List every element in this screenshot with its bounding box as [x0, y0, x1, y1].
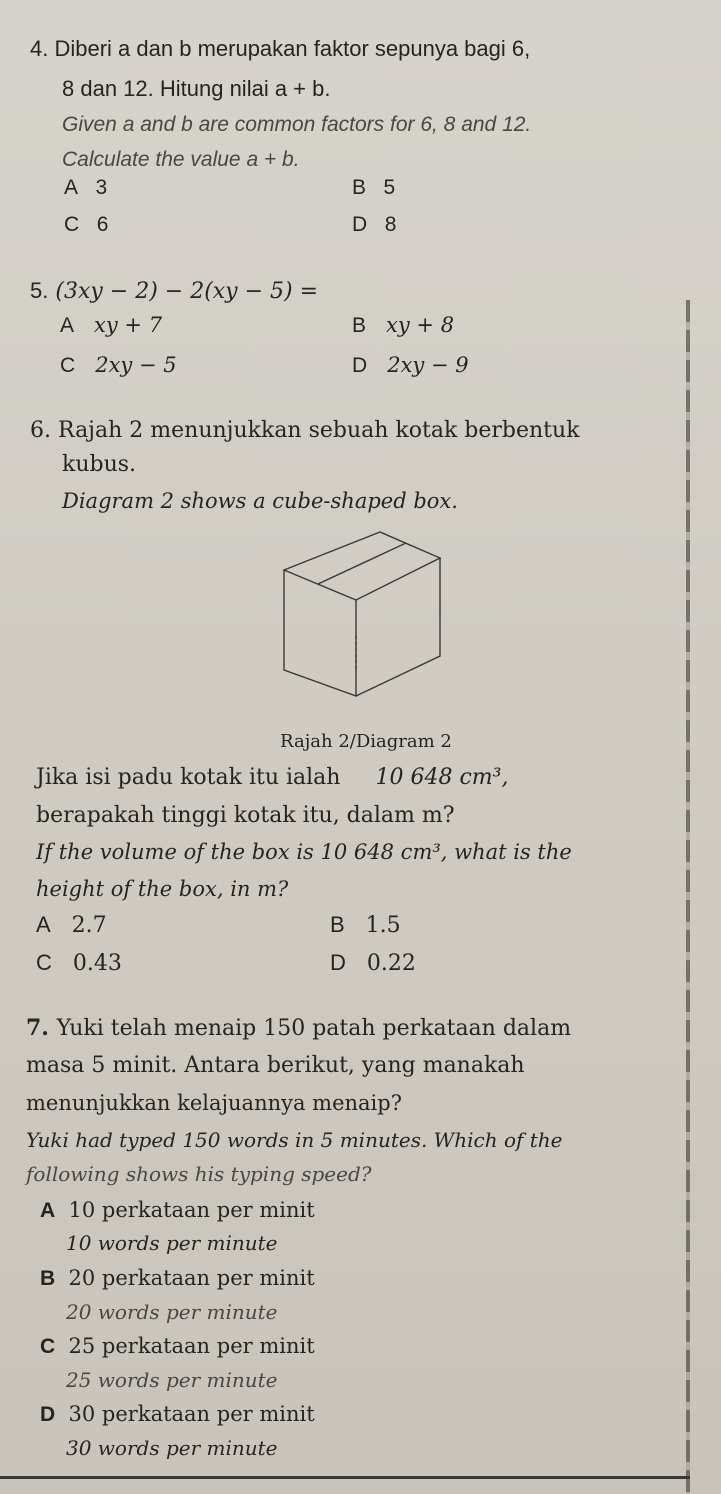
q6-text-ms-1: Rajah 2 menunjukkan sebuah kotak berbentuk — [58, 418, 580, 443]
option-text-ms: 20 perkataan per minit — [68, 1266, 315, 1290]
q4-number: 4. — [30, 36, 49, 61]
option-text: 2.7 — [71, 913, 107, 938]
q6-text-en-1: Diagram 2 shows a cube-shaped box. — [62, 489, 458, 513]
option-letter: C — [60, 354, 76, 377]
q6-volume-prompt: Jika isi padu kotak itu ialah — [36, 765, 341, 790]
option-letter: C — [40, 1335, 56, 1358]
option-text: 0.22 — [366, 951, 416, 976]
option-text: 3 — [95, 176, 108, 199]
option-letter: D — [352, 354, 368, 377]
q7-option-c-en: 25 words per minute — [66, 1368, 278, 1392]
option-letter: B — [352, 314, 367, 337]
q6-number: 6. — [30, 418, 51, 443]
page-bottom-edge — [0, 1476, 690, 1479]
option-letter: D — [330, 950, 346, 975]
q7-number: 7. — [26, 1015, 49, 1041]
q7-option-d-en: 30 words per minute — [66, 1436, 278, 1460]
q5-expression: (3xy − 2) − 2(xy − 5) = — [55, 279, 319, 304]
option-text-ms: 10 perkataan per minit — [68, 1198, 315, 1222]
cube-top-face — [284, 532, 440, 600]
page-edge-shadow — [686, 300, 690, 1494]
q7-option-b-en: 20 words per minute — [66, 1300, 278, 1324]
option-text: 5 — [383, 176, 396, 199]
q5-option-a[interactable] — [60, 313, 162, 338]
option-letter: A — [36, 912, 51, 937]
option-text: 6 — [96, 213, 109, 236]
q6-option-c[interactable] — [36, 950, 122, 976]
q6-text-ms-2: kubus. — [62, 452, 137, 477]
q6-option-a[interactable] — [36, 912, 107, 938]
q5-stem — [30, 278, 318, 304]
option-text: 8 — [384, 213, 397, 236]
q7-text-en-1: Yuki had typed 150 words in 5 minutes. Which of the — [26, 1128, 563, 1152]
q4-text-ms-2: 8 dan 12. Hitung nilai a + b. — [62, 76, 331, 101]
q5-option-c[interactable] — [60, 353, 177, 378]
q6-text-ms-3 — [36, 765, 508, 790]
q6-line1 — [30, 418, 580, 443]
option-letter: C — [36, 950, 52, 975]
option-text: 2xy − 9 — [387, 353, 469, 377]
q6-text-en-3: height of the box, in m? — [36, 877, 289, 901]
q7-text-en-2: following shows his typing speed? — [26, 1162, 372, 1186]
q7-option-c[interactable] — [40, 1334, 315, 1359]
q5-number: 5. — [30, 278, 49, 303]
q4-option-c[interactable] — [64, 213, 108, 237]
option-text: 2xy − 5 — [95, 353, 177, 377]
option-letter: A — [40, 1199, 56, 1222]
q6-en-volume-suffix: , what is the — [440, 840, 572, 864]
option-letter: D — [352, 213, 368, 236]
diagram-caption: Rajah 2/Diagram 2 — [280, 731, 452, 752]
q6-option-b[interactable] — [330, 912, 401, 938]
q7-line1 — [26, 1015, 571, 1041]
q6-volume-value: 10 648 cm³, — [375, 765, 509, 790]
q4-option-a[interactable] — [64, 176, 107, 200]
q7-option-d[interactable] — [40, 1402, 315, 1427]
q4-option-b[interactable] — [352, 176, 395, 200]
q6-en-volume-value: 10 648 cm³ — [320, 840, 441, 864]
q4-text-en-1: Given a and b are common factors for 6, 8 and 12. — [62, 113, 532, 136]
option-letter: C — [64, 213, 80, 236]
q5-option-d[interactable] — [352, 353, 469, 378]
cube-lid-seam — [318, 543, 406, 584]
option-text: xy + 8 — [386, 313, 455, 337]
option-text: 1.5 — [365, 913, 401, 938]
q7-option-a[interactable] — [40, 1198, 315, 1223]
option-text: 0.43 — [72, 951, 122, 976]
option-text: xy + 7 — [94, 313, 163, 337]
q4-option-d[interactable] — [352, 213, 396, 237]
q6-text-en-2 — [36, 840, 572, 864]
q6-en-volume-prompt: If the volume of the box is — [36, 840, 314, 864]
cube-box-diagram — [278, 528, 448, 700]
q4-line1 — [30, 36, 530, 62]
q7-text-ms-1: Yuki telah menaip 150 patah perkataan dalam — [56, 1016, 572, 1041]
option-letter: B — [352, 176, 367, 199]
option-letter: A — [60, 314, 75, 337]
q7-option-b[interactable] — [40, 1266, 315, 1291]
q4-text-en-2: Calculate the value a + b. — [62, 148, 300, 171]
q7-text-ms-2: masa 5 minit. Antara berikut, yang manakah — [26, 1053, 525, 1078]
q7-option-a-en: 10 words per minute — [66, 1231, 278, 1255]
q6-text-ms-4: berapakah tinggi kotak itu, dalam m? — [36, 803, 455, 828]
option-letter: D — [40, 1403, 56, 1426]
option-letter: A — [64, 176, 79, 199]
q6-option-d[interactable] — [330, 950, 416, 976]
option-letter: B — [330, 912, 345, 937]
option-text-ms: 30 perkataan per minit — [68, 1402, 315, 1426]
q7-text-ms-3: menunjukkan kelajuannya menaip? — [26, 1091, 402, 1115]
q4-text-ms-1: Diberi a dan b merupakan faktor sepunya bagi 6, — [54, 36, 531, 61]
cube-front-face — [284, 570, 356, 696]
option-letter: B — [40, 1267, 56, 1290]
q5-option-b[interactable] — [352, 313, 454, 338]
option-text-ms: 25 perkataan per minit — [68, 1334, 315, 1358]
